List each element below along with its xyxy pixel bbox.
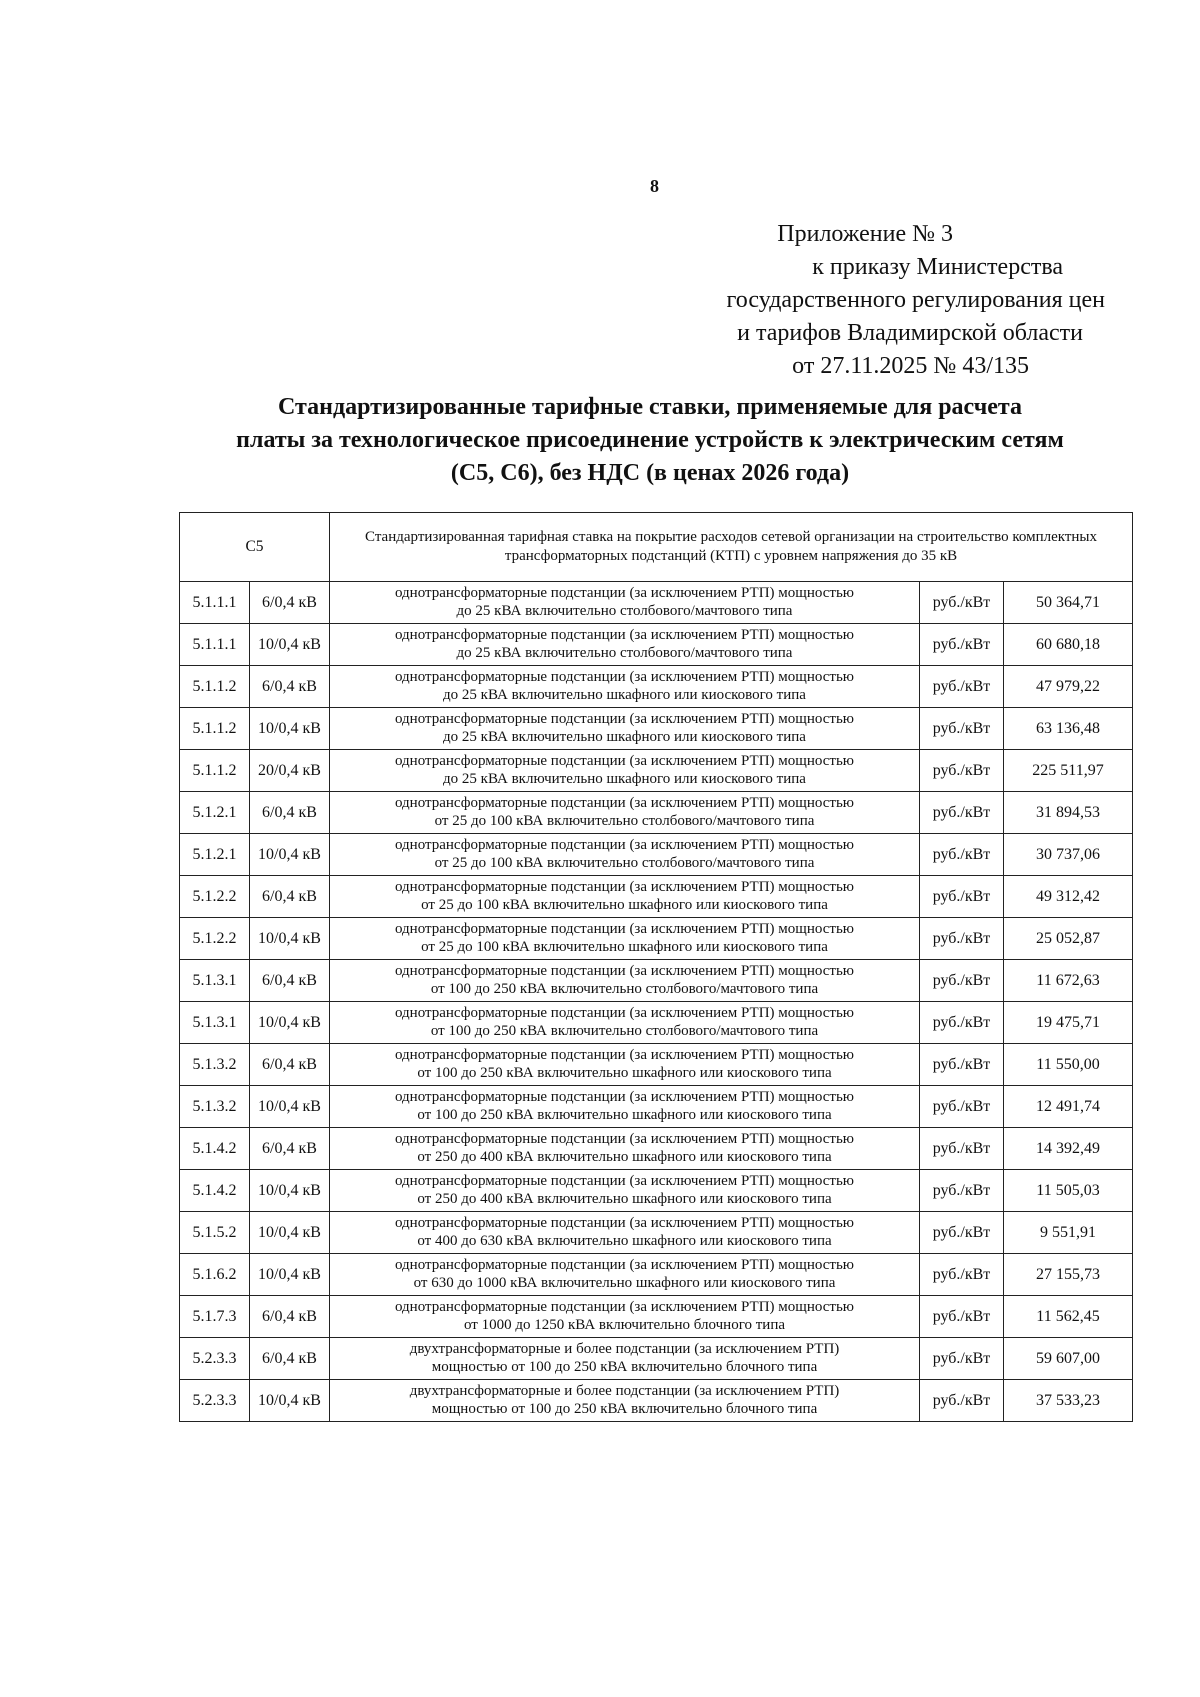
voltage-cell: 6/0,4 кВ xyxy=(250,1044,330,1086)
unit-cell: руб./кВт xyxy=(920,1296,1004,1338)
unit-cell: руб./кВт xyxy=(920,666,1004,708)
table-row xyxy=(180,1380,1133,1422)
rate-value-cell: 60 680,18 xyxy=(1004,624,1133,666)
unit-cell: руб./кВт xyxy=(920,918,1004,960)
description-line-1: однотрансформаторные подстанции (за исключением РТП) мощностью xyxy=(394,627,854,643)
description-line-2: до 25 кВА включительно шкафного или киоскового типа xyxy=(443,770,806,787)
table-row xyxy=(180,1254,1133,1296)
voltage-cell: 10/0,4 кВ xyxy=(250,1254,330,1296)
unit-cell: руб./кВт xyxy=(920,1044,1004,1086)
header-description-cell: Стандартизированная тарифная ставка на покрытие расходов сетевой организации на строительство комплектных трансформаторных подстанций (КТП) с уровнем напряжения до 35 кВ xyxy=(330,513,1133,582)
appendix-line-4: и тарифов Владимирской области xyxy=(737,320,1083,346)
rate-code-cell: 5.1.3.1 xyxy=(180,1002,250,1044)
description-cell xyxy=(330,1254,920,1296)
voltage-cell: 10/0,4 кВ xyxy=(250,1170,330,1212)
description-line-2: от 100 до 250 кВА включительно столбового/мачтового типа xyxy=(430,1022,819,1039)
unit-cell: руб./кВт xyxy=(920,1128,1004,1170)
header-code-cell: С5 xyxy=(180,513,330,582)
table-row xyxy=(180,1128,1133,1170)
rate-code-cell: 5.1.3.2 xyxy=(180,1086,250,1128)
rate-code-cell: 5.1.2.1 xyxy=(180,834,250,876)
unit-cell: руб./кВт xyxy=(920,960,1004,1002)
description-line-2: от 1000 до 1250 кВА включительно блочного типа xyxy=(463,1316,786,1333)
description-cell xyxy=(330,582,920,624)
voltage-cell: 10/0,4 кВ xyxy=(250,1002,330,1044)
description-line-2: от 100 до 250 кВА включительно столбового/мачтового типа xyxy=(430,980,819,997)
rate-value-cell: 11 550,00 xyxy=(1004,1044,1133,1086)
description-line-2: мощностью от 100 до 250 кВА включительно блочного типа xyxy=(431,1358,818,1375)
unit-cell: руб./кВт xyxy=(920,582,1004,624)
description-cell xyxy=(330,1212,920,1254)
appendix-line-2: к приказу Министерства xyxy=(812,254,1063,280)
description-line-2: от 25 до 100 кВА включительно шкафного или киоскового типа xyxy=(421,896,828,913)
description-line-1: однотрансформаторные подстанции (за исключением РТП) мощностью xyxy=(394,837,854,853)
document-title xyxy=(180,391,1120,490)
voltage-cell: 10/0,4 кВ xyxy=(250,918,330,960)
page-number: 8 xyxy=(650,176,659,196)
description-line-1: однотрансформаторные подстанции (за исключением РТП) мощностью xyxy=(394,1005,854,1021)
rate-value-cell: 11 672,63 xyxy=(1004,960,1133,1002)
table-row xyxy=(180,624,1133,666)
rate-value-cell: 27 155,73 xyxy=(1004,1254,1133,1296)
voltage-cell: 6/0,4 кВ xyxy=(250,1338,330,1380)
table-row xyxy=(180,1212,1133,1254)
unit-cell: руб./кВт xyxy=(920,1338,1004,1380)
table-row xyxy=(180,1086,1133,1128)
rate-value-cell: 30 737,06 xyxy=(1004,834,1133,876)
rate-code-cell: 5.1.7.3 xyxy=(180,1296,250,1338)
description-line-2: от 630 до 1000 кВА включительно шкафного или киоскового типа xyxy=(413,1274,836,1291)
description-cell xyxy=(330,750,920,792)
rate-value-cell: 14 392,49 xyxy=(1004,1128,1133,1170)
rate-value-cell: 50 364,71 xyxy=(1004,582,1133,624)
description-line-1: однотрансформаторные подстанции (за исключением РТП) мощностью xyxy=(394,921,854,937)
table-row xyxy=(180,582,1133,624)
table-header-row xyxy=(180,513,1133,582)
appendix-line-1: Приложение № 3 xyxy=(777,221,953,247)
rate-value-cell: 31 894,53 xyxy=(1004,792,1133,834)
title-line-1: Стандартизированные тарифные ставки, применяемые для расчета xyxy=(278,394,1022,420)
voltage-cell: 10/0,4 кВ xyxy=(250,834,330,876)
rate-code-cell: 5.1.4.2 xyxy=(180,1170,250,1212)
rate-value-cell: 11 562,45 xyxy=(1004,1296,1133,1338)
table-row xyxy=(180,834,1133,876)
rate-code-cell: 5.1.3.2 xyxy=(180,1044,250,1086)
rate-code-cell: 5.1.1.2 xyxy=(180,708,250,750)
unit-cell: руб./кВт xyxy=(920,1170,1004,1212)
table-row xyxy=(180,708,1133,750)
rate-value-cell: 63 136,48 xyxy=(1004,708,1133,750)
description-cell xyxy=(330,708,920,750)
description-line-1: однотрансформаторные подстанции (за исключением РТП) мощностью xyxy=(394,753,854,769)
rate-code-cell: 5.1.4.2 xyxy=(180,1128,250,1170)
rate-code-cell: 5.1.2.2 xyxy=(180,918,250,960)
description-line-1: однотрансформаторные подстанции (за исключением РТП) мощностью xyxy=(394,963,854,979)
voltage-cell: 6/0,4 кВ xyxy=(250,1128,330,1170)
description-line-2: от 25 до 100 кВА включительно столбового/мачтового типа xyxy=(434,812,815,829)
table-row xyxy=(180,1044,1133,1086)
description-line-2: до 25 кВА включительно шкафного или киоскового типа xyxy=(443,728,806,745)
unit-cell: руб./кВт xyxy=(920,792,1004,834)
voltage-cell: 10/0,4 кВ xyxy=(250,1086,330,1128)
appendix-line-3: государственного регулирования цен xyxy=(726,287,1105,313)
title-line-3: (С5, С6), без НДС (в ценах 2026 года) xyxy=(450,460,850,486)
description-cell xyxy=(330,876,920,918)
rate-code-cell: 5.1.1.2 xyxy=(180,750,250,792)
description-line-2: от 250 до 400 кВА включительно шкафного или киоскового типа xyxy=(417,1148,832,1165)
appendix-line-5: от 27.11.2025 № 43/135 xyxy=(792,353,1029,379)
rate-value-cell: 12 491,74 xyxy=(1004,1086,1133,1128)
voltage-cell: 6/0,4 кВ xyxy=(250,666,330,708)
rate-value-cell: 11 505,03 xyxy=(1004,1170,1133,1212)
description-cell xyxy=(330,834,920,876)
description-line-2: от 25 до 100 кВА включительно шкафного или киоскового типа xyxy=(421,938,828,955)
description-line-1: однотрансформаторные подстанции (за исключением РТП) мощностью xyxy=(394,1215,854,1231)
description-line-1: однотрансформаторные подстанции (за исключением РТП) мощностью xyxy=(394,1299,854,1315)
voltage-cell: 6/0,4 кВ xyxy=(250,582,330,624)
voltage-cell: 10/0,4 кВ xyxy=(250,1212,330,1254)
rate-code-cell: 5.1.6.2 xyxy=(180,1254,250,1296)
rate-code-cell: 5.1.1.1 xyxy=(180,582,250,624)
description-line-2: мощностью от 100 до 250 кВА включительно блочного типа xyxy=(431,1400,818,1417)
tariff-rates-table xyxy=(179,512,1133,1422)
rate-value-cell: 9 551,91 xyxy=(1004,1212,1133,1254)
unit-cell: руб./кВт xyxy=(920,1002,1004,1044)
description-line-2: до 25 кВА включительно шкафного или киоскового типа xyxy=(443,686,806,703)
voltage-cell: 6/0,4 кВ xyxy=(250,792,330,834)
table-row xyxy=(180,1170,1133,1212)
voltage-cell: 10/0,4 кВ xyxy=(250,708,330,750)
unit-cell: руб./кВт xyxy=(920,624,1004,666)
description-line-1: однотрансформаторные подстанции (за исключением РТП) мощностью xyxy=(394,1047,854,1063)
unit-cell: руб./кВт xyxy=(920,1254,1004,1296)
description-line-1: однотрансформаторные подстанции (за исключением РТП) мощностью xyxy=(394,585,854,601)
description-line-1: однотрансформаторные подстанции (за исключением РТП) мощностью xyxy=(394,669,854,685)
description-line-1: однотрансформаторные подстанции (за исключением РТП) мощностью xyxy=(394,1173,854,1189)
description-line-1: однотрансформаторные подстанции (за исключением РТП) мощностью xyxy=(394,1257,854,1273)
description-line-2: от 100 до 250 кВА включительно шкафного или киоскового типа xyxy=(417,1106,832,1123)
table-row xyxy=(180,1002,1133,1044)
rate-code-cell: 5.1.2.2 xyxy=(180,876,250,918)
description-cell xyxy=(330,1296,920,1338)
rate-code-cell: 5.1.1.2 xyxy=(180,666,250,708)
rate-value-cell: 59 607,00 xyxy=(1004,1338,1133,1380)
description-line-1: однотрансформаторные подстанции (за исключением РТП) мощностью xyxy=(394,1131,854,1147)
unit-cell: руб./кВт xyxy=(920,708,1004,750)
voltage-cell: 6/0,4 кВ xyxy=(250,960,330,1002)
description-cell xyxy=(330,1044,920,1086)
rate-value-cell: 25 052,87 xyxy=(1004,918,1133,960)
description-line-2: до 25 кВА включительно столбового/мачтового типа xyxy=(456,602,793,619)
description-cell xyxy=(330,624,920,666)
table-row xyxy=(180,1296,1133,1338)
rate-code-cell: 5.2.3.3 xyxy=(180,1338,250,1380)
table-row xyxy=(180,876,1133,918)
rate-value-cell: 49 312,42 xyxy=(1004,876,1133,918)
voltage-cell: 6/0,4 кВ xyxy=(250,1296,330,1338)
unit-cell: руб./кВт xyxy=(920,834,1004,876)
table-row xyxy=(180,918,1133,960)
unit-cell: руб./кВт xyxy=(920,876,1004,918)
description-line-1: однотрансформаторные подстанции (за исключением РТП) мощностью xyxy=(394,795,854,811)
description-line-2: до 25 кВА включительно столбового/мачтового типа xyxy=(456,644,793,661)
description-cell xyxy=(330,960,920,1002)
rate-value-cell: 19 475,71 xyxy=(1004,1002,1133,1044)
description-line-1: двухтрансформаторные и более подстанции (за исключением РТП) xyxy=(409,1383,840,1399)
description-cell xyxy=(330,792,920,834)
description-cell xyxy=(330,1002,920,1044)
description-line-2: от 100 до 250 кВА включительно шкафного или киоскового типа xyxy=(417,1064,832,1081)
voltage-cell: 6/0,4 кВ xyxy=(250,876,330,918)
rate-value-cell: 37 533,23 xyxy=(1004,1380,1133,1422)
table-row xyxy=(180,666,1133,708)
table-row xyxy=(180,792,1133,834)
table-row xyxy=(180,960,1133,1002)
rate-code-cell: 5.1.5.2 xyxy=(180,1212,250,1254)
appendix-block xyxy=(685,218,1105,383)
rate-code-cell: 5.1.2.1 xyxy=(180,792,250,834)
description-line-1: однотрансформаторные подстанции (за исключением РТП) мощностью xyxy=(394,1089,854,1105)
rate-value-cell: 225 511,97 xyxy=(1004,750,1133,792)
description-line-1: двухтрансформаторные и более подстанции (за исключением РТП) xyxy=(409,1341,840,1357)
rate-code-cell: 5.2.3.3 xyxy=(180,1380,250,1422)
description-line-1: однотрансформаторные подстанции (за исключением РТП) мощностью xyxy=(394,879,854,895)
description-cell xyxy=(330,666,920,708)
description-cell xyxy=(330,1086,920,1128)
table-row xyxy=(180,1338,1133,1380)
voltage-cell: 10/0,4 кВ xyxy=(250,1380,330,1422)
rate-value-cell: 47 979,22 xyxy=(1004,666,1133,708)
description-line-2: от 25 до 100 кВА включительно столбового/мачтового типа xyxy=(434,854,815,871)
description-cell xyxy=(330,918,920,960)
description-line-2: от 250 до 400 кВА включительно шкафного или киоскового типа xyxy=(417,1190,832,1207)
title-line-2: платы за технологическое присоединение устройств к электрическим сетям xyxy=(236,427,1064,453)
rate-code-cell: 5.1.3.1 xyxy=(180,960,250,1002)
rate-code-cell: 5.1.1.1 xyxy=(180,624,250,666)
unit-cell: руб./кВт xyxy=(920,1212,1004,1254)
description-line-1: однотрансформаторные подстанции (за исключением РТП) мощностью xyxy=(394,711,854,727)
description-cell xyxy=(330,1128,920,1170)
unit-cell: руб./кВт xyxy=(920,1380,1004,1422)
unit-cell: руб./кВт xyxy=(920,750,1004,792)
description-cell xyxy=(330,1338,920,1380)
voltage-cell: 20/0,4 кВ xyxy=(250,750,330,792)
table-row xyxy=(180,750,1133,792)
unit-cell: руб./кВт xyxy=(920,1086,1004,1128)
voltage-cell: 10/0,4 кВ xyxy=(250,624,330,666)
description-line-2: от 400 до 630 кВА включительно шкафного или киоскового типа xyxy=(417,1232,832,1249)
description-cell xyxy=(330,1170,920,1212)
description-cell xyxy=(330,1380,920,1422)
